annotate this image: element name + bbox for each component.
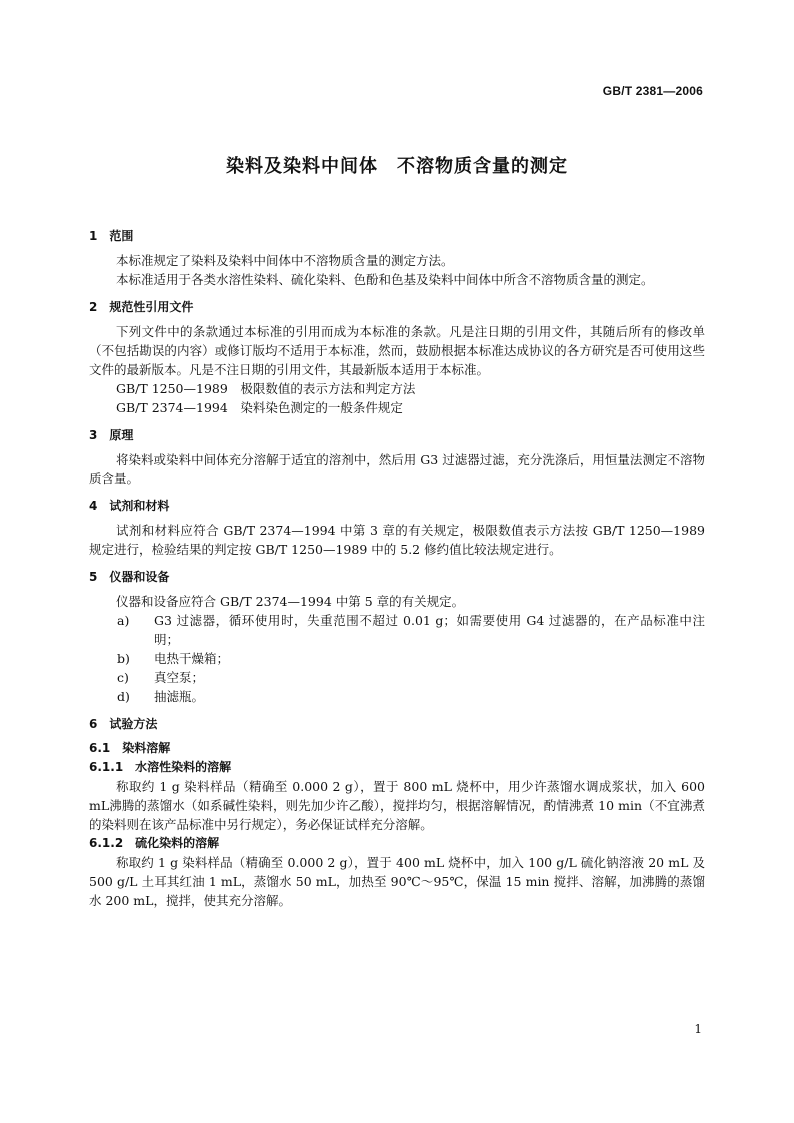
paragraph: 将染料或染料中间体充分溶解于适宜的溶剂中，然后用 G3 过滤器过滤，充分洗涤后，用恒量法测定不溶物质含量。	[89, 452, 705, 486]
document-title: 染料及染料中间体 不溶物质含量的测定	[226, 156, 568, 177]
list-item-label: a)	[117, 613, 130, 628]
list-item-label: b)	[117, 651, 130, 666]
document-body	[89, 222, 705, 910]
paragraph: 下列文件中的条款通过本标准的引用而成为本标准的条款。凡是注日期的引用文件，其随后所有的修改单（不包括勘误的内容）或修订版均不适用于本标准，然而，鼓励根据本标准达成协议的各方研究是否可使用这些文件的最新版本。凡是不注日期的引用文件，其最新版本适用于本标准。	[89, 324, 705, 377]
list-item-label: d)	[117, 689, 130, 704]
section-heading-4: 4 试剂和材料	[89, 499, 170, 513]
list-item-label: c)	[117, 670, 129, 685]
section-heading-1: 1 范围	[89, 229, 134, 243]
paragraph: 称取约 1 g 染料样品（精确至 0.000 2 g），置于 400 mL 烧杯中，加入 100 g/L 硫化钠溶液 20 mL 及 500 g/L 土耳其红油 1 mL，蒸馏水 50 mL，加热至 90℃～95℃，保温 15 min 搅拌、溶解，加沸腾的蒸馏水 200 mL，搅拌，使其充分溶解。	[89, 855, 705, 908]
paragraph: 试剂和材料应符合 GB/T 2374—1994 中第 3 章的有关规定，极限数值表示方法按 GB/T 1250—1989 规定进行，检验结果的判定按 GB/T 1250—1989 中的 5.2 修约值比较法规定进行。	[89, 523, 705, 557]
section-heading-2: 2 规范性引用文件	[89, 300, 194, 314]
paragraph: 本标准适用于各类水溶性染料、硫化染料、色酚和色基及染料中间体中所含不溶物质含量的测定。	[116, 272, 654, 287]
list-item-text: 电热干燥箱；	[154, 651, 230, 666]
list-item	[89, 649, 705, 668]
page-number: 1	[694, 1022, 702, 1036]
subsection-heading-6-1: 6.1 染料溶解	[89, 741, 171, 755]
standard-code: GB/T 2381—2006	[602, 84, 703, 98]
section-heading-6: 6 试验方法	[89, 717, 158, 731]
list-item-text: 抽滤瓶。	[154, 689, 205, 704]
reference-item: GB/T 2374—1994 染料染色测定的一般条件规定	[116, 400, 403, 415]
list-item	[89, 611, 705, 649]
subsection-heading-6-1-2: 6.1.2 硫化染料的溶解	[89, 836, 220, 850]
section-heading-5: 5 仪器和设备	[89, 570, 170, 584]
paragraph: 本标准规定了染料及染料中间体中不溶物质含量的测定方法。	[116, 253, 454, 268]
list-item	[89, 687, 705, 706]
list-item-text: 真空泵；	[154, 670, 205, 685]
paragraph: 称取约 1 g 染料样品（精确至 0.000 2 g），置于 800 mL 烧杯中，用少许蒸馏水调成浆状，加入 600 mL沸腾的蒸馏水（如系碱性染料，则先加少许乙酸），搅拌均匀，根据溶解情况，酌情沸煮 10 min（不宜沸煮的染料则在该产品标准中另行规定），务必保证试样充分溶解。	[89, 779, 705, 832]
list-item-text: G3 过滤器，循环使用时，失重范围不超过 0.01 g；如需要使用 G4 过滤器的，在产品标准中注明；	[154, 613, 705, 647]
paragraph: 仪器和设备应符合 GB/T 2374—1994 中第 5 章的有关规定。	[116, 594, 465, 609]
section-heading-3: 3 原理	[89, 428, 134, 442]
subsection-heading-6-1-1: 6.1.1 水溶性染料的溶解	[89, 760, 232, 774]
reference-item: GB/T 1250—1989 极限数值的表示方法和判定方法	[116, 381, 416, 396]
list-item	[89, 668, 705, 687]
